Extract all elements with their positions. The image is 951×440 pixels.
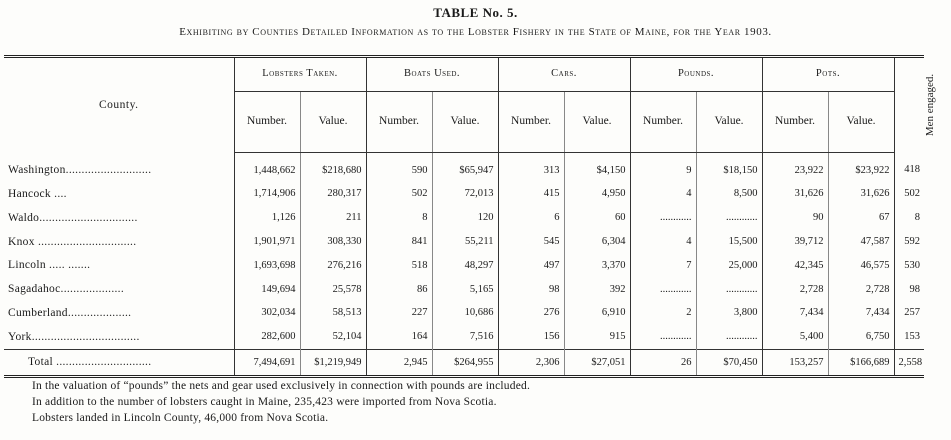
lobsters-number-cell: 1,448,662 [234, 153, 300, 183]
pots-value-cell: 31,626 [828, 183, 894, 207]
pounds-value-cell: ............ [696, 326, 762, 350]
cars-value-cell: 3,370 [564, 254, 630, 278]
lobsters-value-cell: 211 [300, 207, 366, 231]
lobsters-value-cell: 276,216 [300, 254, 366, 278]
leader-dots: ............................... [39, 211, 138, 224]
pounds-number-cell: 7 [630, 254, 696, 278]
cars-number-cell: 497 [498, 254, 564, 278]
boats-value-cell: 55,211 [432, 230, 498, 254]
pounds-value-cell: 25,000 [696, 254, 762, 278]
lobster-fishery-table [4, 55, 936, 378]
pots-header: Pots. [762, 57, 894, 92]
boats-number-cell: 841 [366, 230, 432, 254]
cars-number-cell: 276 [498, 302, 564, 326]
boats-value-cell: 5,165 [432, 278, 498, 302]
pots-number-header: Number. [762, 92, 828, 153]
pounds-number-cell: ............ [630, 326, 696, 350]
lobsters-value-total: $1,219,949 [300, 350, 366, 377]
pots-number-cell: 23,922 [762, 153, 828, 183]
pots-number-cell: 90 [762, 207, 828, 231]
cars-value-cell: 60 [564, 207, 630, 231]
boats-value-total: $264,955 [432, 350, 498, 377]
leader-dots: .... [50, 187, 67, 200]
county-column-header: County. [4, 57, 234, 153]
county-cell: York.................................. [4, 326, 234, 350]
boats-value-cell: 120 [432, 207, 498, 231]
cars-value-cell: 6,910 [564, 302, 630, 326]
pots-number-total: 153,257 [762, 350, 828, 377]
pounds-value-total: $70,450 [696, 350, 762, 377]
boats-value-cell: 72,013 [432, 183, 498, 207]
lobsters-value-cell: 308,330 [300, 230, 366, 254]
men-engaged-cell: 153 [904, 331, 921, 343]
pots-number-cell: 42,345 [762, 254, 828, 278]
boats-value-cell: 48,297 [432, 254, 498, 278]
pounds-value-cell: 3,800 [696, 302, 762, 326]
total-row [4, 350, 924, 377]
leader-dots: .............................. [52, 356, 152, 369]
boats-number-cell: 518 [366, 254, 432, 278]
men-engaged-cell: 98 [909, 283, 921, 295]
pots-number-cell: 39,712 [762, 230, 828, 254]
leader-dots: ............................... [34, 235, 137, 248]
pots-value-cell: 2,728 [828, 278, 894, 302]
men-engaged-header [894, 57, 936, 153]
cars-number-cell: 6 [498, 207, 564, 231]
pots-number-cell: 31,626 [762, 183, 828, 207]
cars-value-total: $27,051 [564, 350, 630, 377]
lobsters-number-cell: 1,693,698 [234, 254, 300, 278]
leader-dots: ..... ....... [45, 259, 91, 272]
boats-number-cell: 86 [366, 278, 432, 302]
lobsters-number-cell: 282,600 [234, 326, 300, 350]
lobsters-value-cell: 52,104 [300, 326, 366, 350]
leader-dots: .................................. [31, 330, 140, 343]
county-cell: Waldo............................... [4, 207, 234, 231]
lobsters-number-cell: 302,034 [234, 302, 300, 326]
pounds-value-cell: 8,500 [696, 183, 762, 207]
boats-number-cell: 590 [366, 153, 432, 183]
pots-value-cell: 47,587 [828, 230, 894, 254]
pots-value-cell: 6,750 [828, 326, 894, 350]
pots-value-cell: $23,922 [828, 153, 894, 183]
lobsters-taken-header: Lobsters Taken. [234, 57, 366, 92]
boats-value-header: Value. [432, 92, 498, 153]
pounds-number-total: 26 [630, 350, 696, 377]
pounds-number-cell: 4 [630, 183, 696, 207]
pounds-number-header: Number. [630, 92, 696, 153]
table-row [4, 326, 924, 350]
pounds-number-cell: ............ [630, 278, 696, 302]
men-engaged-cell: 8 [914, 212, 921, 224]
pounds-header: Pounds. [630, 57, 762, 92]
men-engaged-cell: 418 [904, 164, 921, 176]
footnote: In the valuation of “pounds” the nets and gear used exclusively in connection with pounds are included. [32, 380, 531, 392]
table-title: TABLE No. 5. [433, 5, 518, 20]
cars-number-total: 2,306 [498, 350, 564, 377]
lobsters-number-cell: 1,714,906 [234, 183, 300, 207]
pounds-number-cell: 4 [630, 230, 696, 254]
lobsters-number-cell: 1,126 [234, 207, 300, 231]
pounds-value-cell: ............ [696, 278, 762, 302]
men-engaged-cell: 592 [904, 236, 921, 248]
table-row [4, 183, 924, 207]
cars-number-cell: 156 [498, 326, 564, 350]
table-row [4, 207, 924, 231]
footnote: In addition to the number of lobsters caught in Maine, 235,423 were imported from Nova Scotia. [32, 396, 497, 408]
pots-number-cell: 2,728 [762, 278, 828, 302]
lobsters-value-cell: 58,513 [300, 302, 366, 326]
cars-value-cell: $4,150 [564, 153, 630, 183]
men-engaged-cell: 502 [904, 188, 921, 200]
pounds-number-cell: 9 [630, 153, 696, 183]
pounds-value-cell: $18,150 [696, 153, 762, 183]
pots-number-cell: 7,434 [762, 302, 828, 326]
cars-header: Cars. [498, 57, 630, 92]
cars-value-cell: 4,950 [564, 183, 630, 207]
pots-number-cell: 5,400 [762, 326, 828, 350]
boats-used-header: Boats Used. [366, 57, 498, 92]
footnotes [32, 378, 530, 426]
cars-number-cell: 98 [498, 278, 564, 302]
footnote: Lobsters landed in Lincoln County, 46,000 from Nova Scotia. [32, 412, 329, 424]
pounds-value-cell: ............ [696, 207, 762, 231]
boats-number-total: 2,945 [366, 350, 432, 377]
pots-value-header: Value. [828, 92, 894, 153]
county-cell: Sagadahoc.................... [4, 278, 234, 302]
cars-number-header: Number. [498, 92, 564, 153]
cars-value-header: Value. [564, 92, 630, 153]
county-cell: Cumberland.................... [4, 302, 234, 326]
leader-dots: ........................... [65, 163, 152, 176]
men-engaged-label: Men engaged. [923, 74, 936, 137]
boats-number-cell: 502 [366, 183, 432, 207]
pounds-number-cell: 2 [630, 302, 696, 326]
boats-number-header: Number. [366, 92, 432, 153]
boats-number-cell: 164 [366, 326, 432, 350]
pots-value-cell: 7,434 [828, 302, 894, 326]
cars-number-cell: 415 [498, 183, 564, 207]
cars-value-cell: 915 [564, 326, 630, 350]
lobsters-number-cell: 149,694 [234, 278, 300, 302]
boats-value-cell: 10,686 [432, 302, 498, 326]
table-row [4, 230, 924, 254]
table-row [4, 302, 924, 326]
leader-dots: .................... [67, 306, 132, 319]
lobsters-value-cell: 280,317 [300, 183, 366, 207]
lobsters-value-cell: 25,578 [300, 278, 366, 302]
table-row [4, 254, 924, 278]
boats-value-cell: $65,947 [432, 153, 498, 183]
boats-number-cell: 227 [366, 302, 432, 326]
total-label-cell: Total .............................. [4, 350, 234, 377]
table-subtitle: Exhibiting by Counties Detailed Information as to the Lobster Fishery in the State of Maine, for the Year 1903. [179, 26, 772, 38]
men-engaged-cell: 257 [904, 307, 921, 319]
lobsters-value-cell: $218,680 [300, 153, 366, 183]
county-cell: Knox ............................... [4, 230, 234, 254]
lobsters-number-total: 7,494,691 [234, 350, 300, 377]
pots-value-cell: 67 [828, 207, 894, 231]
cars-number-cell: 545 [498, 230, 564, 254]
men-engaged-cell: 530 [904, 259, 921, 271]
men-engaged-total: 2,558 [894, 350, 924, 377]
pounds-value-header: Value. [696, 92, 762, 153]
cars-value-cell: 392 [564, 278, 630, 302]
county-cell: Washington........................... [4, 153, 234, 183]
pounds-value-cell: 15,500 [696, 230, 762, 254]
pots-value-cell: 46,575 [828, 254, 894, 278]
lobsters-value-header: Value. [300, 92, 366, 153]
boats-number-cell: 8 [366, 207, 432, 231]
table-row [4, 153, 924, 183]
lobsters-number-cell: 1,901,971 [234, 230, 300, 254]
cars-value-cell: 6,304 [564, 230, 630, 254]
table-row [4, 278, 924, 302]
county-cell: Hancock .... [4, 183, 234, 207]
pounds-number-cell: ............ [630, 207, 696, 231]
county-cell: Lincoln ..... ....... [4, 254, 234, 278]
leader-dots: .................... [60, 283, 125, 296]
pots-value-total: $166,689 [828, 350, 894, 377]
boats-value-cell: 7,516 [432, 326, 498, 350]
lobsters-number-header: Number. [234, 92, 300, 153]
cars-number-cell: 313 [498, 153, 564, 183]
